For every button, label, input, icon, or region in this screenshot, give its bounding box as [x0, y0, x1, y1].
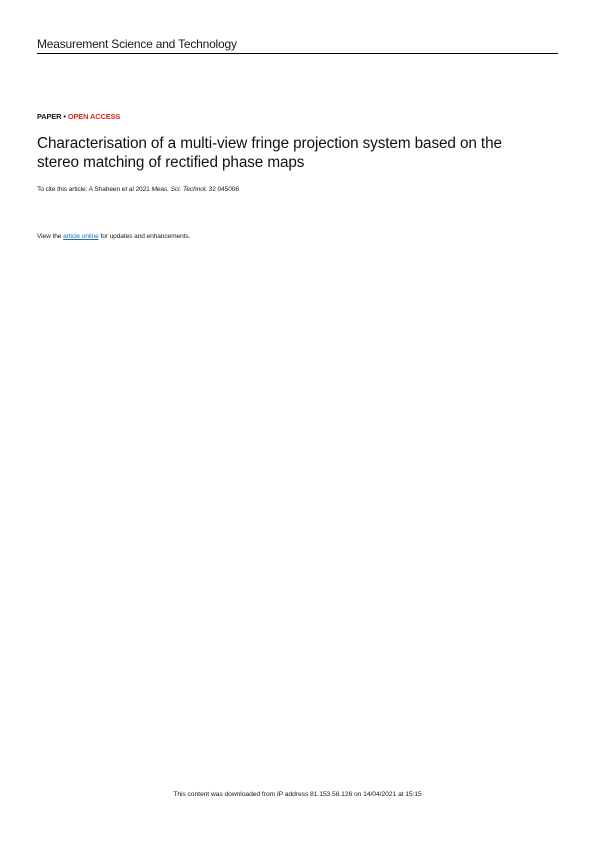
download-footer: This content was downloaded from IP address 81.153.58.126 on 14/04/2021 at 15:15	[173, 791, 422, 798]
article-title-line-1: Characterisation of a multi-view fringe projection system based on the	[37, 135, 502, 152]
article-title	[37, 134, 559, 172]
view-online-suffix: for updates and enhancements.	[98, 233, 191, 240]
label-separator: •	[61, 112, 68, 121]
journal-name: Measurement Science and Technology	[37, 37, 558, 54]
article-title-line-2: stereo matching of rectified phase maps	[37, 154, 305, 171]
citation-volume: 32 045006	[206, 186, 239, 193]
citation-etal: et al	[121, 186, 134, 193]
open-access-label: OPEN ACCESS	[67, 112, 121, 121]
article-type-label	[37, 112, 120, 121]
paper-label: PAPER	[37, 112, 62, 121]
view-online-prefix: View the	[37, 233, 64, 240]
view-online-notice	[37, 233, 190, 240]
citation-prefix: To cite this article: A Shaheen	[37, 186, 122, 193]
citation-year: 2021	[133, 186, 152, 193]
article-online-link[interactable]: article online	[63, 233, 99, 240]
citation-journal: Meas. Sci. Technol.	[151, 186, 207, 193]
citation	[37, 186, 239, 193]
